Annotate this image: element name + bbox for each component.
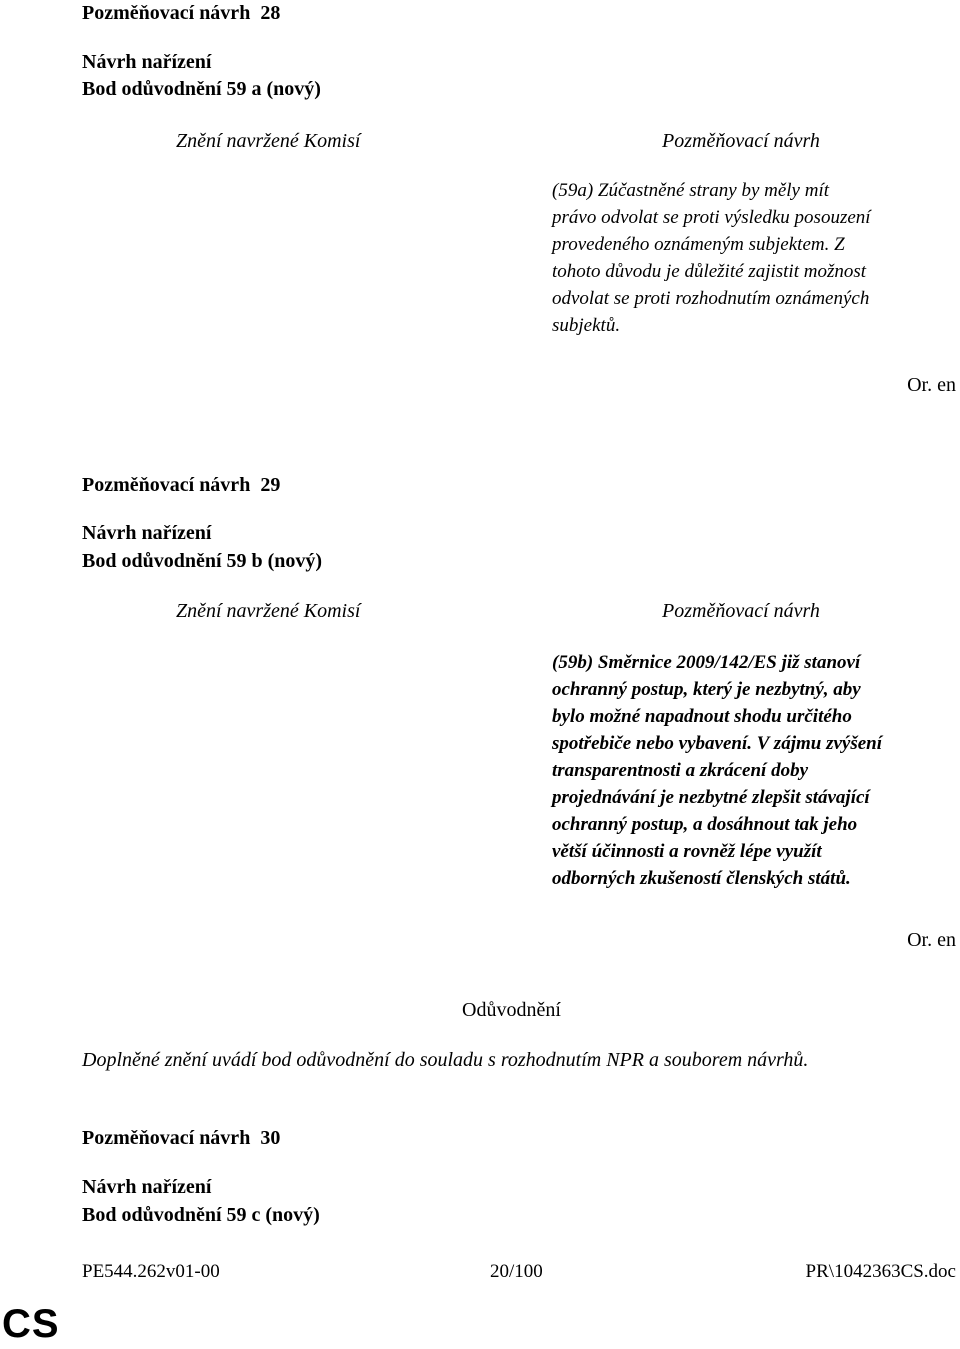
amendment-text-line: projednávání je nezbytné zlepšit stávající <box>552 787 870 808</box>
amendment-29-col-right-header: Pozměňovací návrh <box>662 600 820 622</box>
amendment-30-article: Bod odůvodnění 59 c (nový) <box>82 1204 320 1226</box>
footer-document-reference: PE544.262v01-00 <box>82 1261 220 1282</box>
amendment-28-article: Bod odůvodnění 59 a (nový) <box>82 78 321 100</box>
amendment-text-line: provedeného oznámeným subjektem. Z <box>552 234 845 255</box>
amendment-number: 30 <box>260 1127 281 1149</box>
amendment-29-heading <box>82 474 280 497</box>
footer-file-name: PR\1042363CS.doc <box>805 1261 956 1282</box>
amendment-28-heading <box>82 2 280 25</box>
justification-heading: Odůvodnění <box>462 999 561 1021</box>
amendment-text-line: bylo možné napadnout shodu určitého <box>552 706 852 727</box>
amendment-text-line: ochranný postup, a dosáhnout tak jeho <box>552 814 858 835</box>
amendment-28-col-left-header: Znění navržené Komisí <box>176 130 361 152</box>
amendment-28-col-right-header: Pozměňovací návrh <box>662 130 820 152</box>
amendment-30-act: Návrh nařízení <box>82 1176 212 1198</box>
amendment-29-act: Návrh nařízení <box>82 522 212 544</box>
amendment-30-heading <box>82 1127 280 1150</box>
amendment-28-original-language: Or. en <box>907 374 956 396</box>
amendment-text-line: odvolat se proti rozhodnutím oznámených <box>552 288 870 309</box>
amendment-29-text <box>552 649 960 892</box>
amendment-text-line: transparentnosti a zkrácení doby <box>552 760 809 781</box>
amendment-text-line: spotřebiče nebo vybavení. V zájmu zvýšení <box>552 733 883 754</box>
justification-text: Doplněné znění uvádí bod odůvodnění do souladu s rozhodnutím NPR a souborem návrhů. <box>82 1049 809 1071</box>
amendment-heading-label: Pozměňovací návrh <box>82 474 251 496</box>
amendment-text-line: odborných zkušeností členských států. <box>552 868 851 889</box>
amendment-28-text <box>552 177 960 339</box>
amendment-29-original-language: Or. en <box>907 929 956 951</box>
amendment-text-line: právo odvolat se proti výsledku posouzení <box>552 207 871 228</box>
language-code-mark: CS <box>2 1302 60 1346</box>
amendment-number: 28 <box>260 2 281 24</box>
amendment-heading-label: Pozměňovací návrh <box>82 1127 251 1149</box>
amendment-text-line: subjektů. <box>552 315 621 336</box>
amendment-number: 29 <box>260 474 281 496</box>
amendment-text-line: tohoto důvodu je důležité zajistit možnost <box>552 261 867 282</box>
amendment-text-line: větší účinnosti a rovněž lépe využít <box>552 841 822 862</box>
amendment-29-article: Bod odůvodnění 59 b (nový) <box>82 550 323 572</box>
amendment-heading-label: Pozměňovací návrh <box>82 2 251 24</box>
amendment-text-line: ochranný postup, který je nezbytný, aby <box>552 679 861 700</box>
amendment-text-line: (59b) Směrnice 2009/142/ES již stanoví <box>552 652 861 673</box>
amendment-29-col-left-header: Znění navržené Komisí <box>176 600 361 622</box>
amendment-text-line: (59a) Zúčastněné strany by měly mít <box>552 180 830 201</box>
footer-page-number: 20/100 <box>490 1261 543 1282</box>
amendment-28-act: Návrh nařízení <box>82 51 212 73</box>
